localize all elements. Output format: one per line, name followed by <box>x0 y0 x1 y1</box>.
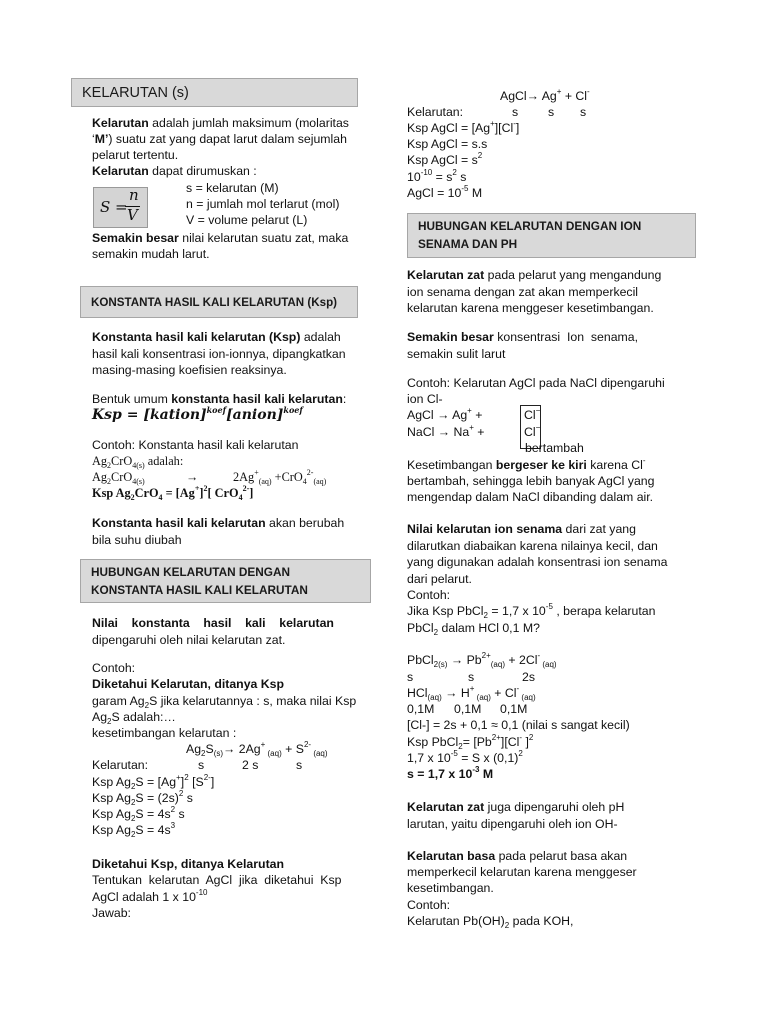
agcl-ion-equation: AgCl → Ag+ + <box>407 406 483 422</box>
variable-s: s = kelarutan (M) <box>186 181 279 195</box>
garam-line-2: $Ag_2S$ adalah:… <box>92 710 176 726</box>
kelarutan-zat-line-1: Kelarutan zat pada pelarut yang mengandung <box>407 268 662 282</box>
ksp-pbcl2-result: s = 1,7 x $10^{-3}$ M <box>407 765 494 781</box>
definition-line-2: ‘M’) suatu zat yang dapat larut dalam sejumlah <box>92 132 347 146</box>
cl-concentration: [Cl-] = 2s + 0,1 ≈ 0,1 (nilai s sangat kecil) <box>407 718 630 732</box>
arrow-icon: → <box>450 653 464 667</box>
nilai-ksp-line-2: dipengaruhi oleh nilai kelarutan zat. <box>92 633 286 647</box>
agcl-equation: AgCl→ Ag+ + Cl- <box>500 87 590 103</box>
basa-line-2: memperkecil kelarutan karena menggeser <box>407 865 637 879</box>
ksp-ag2s-step-2: Ksp $Ag_2S = (2s)^2$ s <box>92 789 193 807</box>
ksp-agcl-step-3: Ksp AgCl = $s^2$ <box>407 151 483 167</box>
contoh-2: Contoh: <box>92 661 136 675</box>
pbcl2-row-value: s <box>468 670 475 684</box>
subheading-diketahui-kelarutan: Diketahui Kelarutan, ditanya Ksp <box>92 677 285 691</box>
kelarutan-row-value: s <box>512 105 519 119</box>
contoh-agcl-line-1: Contoh: Kelarutan AgCl pada NaCl dipengaruhi <box>407 376 665 390</box>
kelarutan-row-label: Kelarutan: <box>407 105 464 119</box>
bentuk-umum: Bentuk umum konstanta hasil kali kelarutan: <box>92 392 347 406</box>
arrow-icon: → <box>186 470 199 484</box>
formula-s: S = <box>100 198 128 216</box>
ag2s-equation: $Ag_2S_{(s)}\to 2Ag^+$ $_{(aq)} + S^{2-}$ $_{(aq)}$ <box>186 740 328 758</box>
nacl-ion-equation: NaCl → Na+ + <box>407 423 485 439</box>
ksp-ag2s-step-1: Ksp $Ag_2S = [Ag^+]^2$ $[S^{2-}]$ <box>92 773 215 791</box>
formula-intro: Kelarutan dapat dirumuskan : <box>92 164 257 178</box>
ksp-ag2s-step-3: Ksp $Ag_2S = 4s^2$ s <box>92 805 185 823</box>
kesetimbangan-line-1: Kesetimbangan bergeser ke kiri karena Cl- <box>407 456 646 472</box>
hcl-row-value: 0,1M <box>407 702 435 716</box>
arrow-icon: → <box>223 742 236 756</box>
kesetimbangan-line-3: mengendap dalam NaCl dibanding dalam air. <box>407 490 654 504</box>
arrow-icon: → <box>526 89 539 103</box>
pbcl2-row-value: s <box>407 670 414 684</box>
suhu-line-2: bila suhu diubah <box>92 533 182 547</box>
variable-v: V = volume pelarut (L) <box>186 213 308 227</box>
formula-denominator: V <box>127 206 138 224</box>
semakin-besar-line-1: Semakin besar konsentrasi Ion senama, <box>407 330 639 344</box>
hcl-row-value: 0,1M <box>500 702 528 716</box>
nilai-kelarutan-line-4: dari pelarut. <box>407 572 472 586</box>
section-heading-ion-senama <box>407 213 696 258</box>
kelarutan-zat-line-2: ion senama dengan zat akan memperkecil <box>407 285 639 299</box>
pbcl2-row-value: 2s <box>522 670 535 684</box>
arrow-icon: → <box>437 408 450 422</box>
section-heading-kelarutan <box>71 78 358 107</box>
basa-line-1: Kelarutan basa pada pelarut basa akan <box>407 849 628 863</box>
formula-numerator: n <box>129 186 139 204</box>
contoh-1: Contoh: Konstanta hasil kali kelarutan <box>92 438 299 452</box>
ksp-ag2s-step-4: Ksp $Ag_2S = 4s^3$ <box>92 821 176 839</box>
kelarutan-zat-line-3: kelarutan karena menggeser kesetimbangan. <box>407 301 654 315</box>
heading-text-line-1: HUBUNGAN KELARUTAN DENGAN <box>91 565 291 579</box>
ksp-agcl-step-2: Ksp AgCl = s.s <box>407 137 488 151</box>
basa-line-3: kesetimbangan. <box>407 881 494 895</box>
kelarutan-row-value: s <box>580 105 587 119</box>
tentukan-line-2: AgCl adalah 1 x $10^{-10}$ <box>92 888 208 904</box>
garam-line-1: garam $Ag_2S$ jika kelarutannya : s, maka nilai Ksp <box>92 694 357 710</box>
heading-text-line-2: SENAMA DAN PH <box>418 237 518 251</box>
semakin-besar-line-2: semakin mudah larut. <box>92 247 210 261</box>
ag2cro4-equation-right: $2Ag^+_{(aq)} +CrO_4^{2-}_{(aq)}$ <box>233 468 327 486</box>
jika-ksp-line-1: Jika Ksp PbCl$_2$ = 1,7 x $10^{-5}$ , berapa kelarutan <box>407 602 656 620</box>
heading-text-line-2: KONSTANTA HASIL KALI KELARUTAN <box>91 583 308 597</box>
ag2cro4-equation-left: $Ag_2CrO_{4(s)}$ <box>92 470 145 486</box>
ksp-def-line-2: hasil kali konsentrasi ion-ionnya, dipangkatkan <box>92 347 346 361</box>
suhu-line-1: Konstanta hasil kali kelarutan akan berubah <box>92 516 345 530</box>
definition-line-1: Kelarutan adalah jumlah maksimum (molaritas <box>92 116 349 130</box>
section-heading-hubungan-ksp <box>80 559 371 603</box>
kelarutan-row-label: Kelarutan: <box>92 758 149 772</box>
ksp-ag2cro4: Ksp $Ag_2CrO_4 = [Ag^+]^2$[ CrO$_4^{2-}$] <box>92 484 254 502</box>
ksp-def-line-3: masing-masing koefisien reaksinya. <box>92 363 287 377</box>
bertambah-label: bertambah <box>525 441 584 455</box>
cl-ion: Cl− <box>524 423 541 439</box>
ph-line-2: larutan, yaitu dipengaruhi oleh ion OH- <box>407 817 618 831</box>
kelarutan-row-value: 2 s <box>242 758 259 772</box>
contoh-label: Contoh: <box>407 898 451 912</box>
arrow-icon: → <box>445 686 458 700</box>
jawab-label: Jawab: <box>92 906 131 920</box>
definition-line-3: pelarut tertentu. <box>92 148 179 162</box>
contoh-agcl-line-2: ion Cl- <box>407 392 443 406</box>
arrow-icon: → <box>437 425 451 439</box>
section-heading-ksp <box>80 286 358 318</box>
kesetimbangan-line-2: bertambah, sehingga lebih banyak AgCl yang <box>407 474 655 488</box>
cl-ion: Cl− <box>524 406 541 422</box>
hcl-equation: HCl$_{(aq)}$ → H+ $_{(aq)}$ + Cl- $_{(aq)}$ <box>407 684 536 702</box>
ksp-pbcl2-calc: 1,7 x $10^{-5} = S$ x $(0,1)^2$ <box>407 749 523 765</box>
subheading-diketahui-ksp: Diketahui Ksp, ditanya Kelarutan <box>92 857 285 871</box>
ksp-def-line-1: Konstanta hasil kali kelarutan (Ksp) adalah <box>92 330 341 344</box>
hcl-row-value: 0,1M <box>454 702 482 716</box>
ksp-pbcl2: Ksp PbCl$_2$= $[Pb^{2+}][Cl^-$ ]$^2$ <box>407 733 534 751</box>
kelarutan-row-value: s <box>548 105 555 119</box>
ksp-agcl-step-1: Ksp AgCl = [Ag+][Cl-] <box>407 119 520 135</box>
nilai-kelarutan-line-1: Nilai kelarutan ion senama dari zat yang <box>407 522 636 536</box>
jika-ksp-line-2: PbCl$_2$ dalam HCl 0,1 M? <box>407 621 540 637</box>
heading-text-line-1: HUBUNGAN KELARUTAN DENGAN ION <box>418 219 642 233</box>
kelarutan-row-value: s <box>296 758 303 772</box>
kesetimbangan-label: kesetimbangan kelarutan : <box>92 726 237 740</box>
variable-n: n = jumlah mol terlarut (mol) <box>186 197 340 211</box>
nilai-kelarutan-line-3: yang digunakan adalah konsentrasi ion senama <box>407 555 668 569</box>
kelarutan-row-value: s <box>198 758 205 772</box>
tentukan-line-1: Tentukan kelarutan AgCl jika diketahui Ksp <box>92 873 342 887</box>
nilai-ksp-line-1: Nilai konstanta hasil kali kelarutan <box>92 616 334 630</box>
nilai-kelarutan-line-2: dilarutkan diabaikan karena nilainya kecil, dan <box>407 539 658 553</box>
pbcl2-equation: PbCl$_{2(s)}$ → $Pb^{2+}_{(aq)} + 2Cl^-$ $_{(aq)}$ <box>407 651 557 669</box>
heading-text: KONSTANTA HASIL KALI KELARUTAN (Ksp) <box>91 296 338 309</box>
pboh2-line: Kelarutan $Pb(OH)_2$ pada KOH, <box>407 914 574 930</box>
ksp-agcl-step-4: $10^{-10} = s^2$ s <box>407 168 467 184</box>
ag2cro4-line: $Ag_2CrO_{4(s)}$ adalah: <box>92 454 184 470</box>
semakin-besar-line-1: Semakin besar nilai kelarutan suatu zat, maka <box>92 231 349 245</box>
ksp-agcl-result: AgCl = $10^{-5}$ M <box>407 184 483 200</box>
semakin-besar-line-2: semakin sulit larut <box>407 347 506 361</box>
heading-text: KELARUTAN (s) <box>82 85 189 101</box>
contoh-label: Contoh: <box>407 588 451 602</box>
ph-line-1: Kelarutan zat juga dipengaruhi oleh pH <box>407 800 625 814</box>
ksp-general-formula: Ksp = [kation]$^{koef}$[anion]$^{koef}$ <box>92 405 303 423</box>
